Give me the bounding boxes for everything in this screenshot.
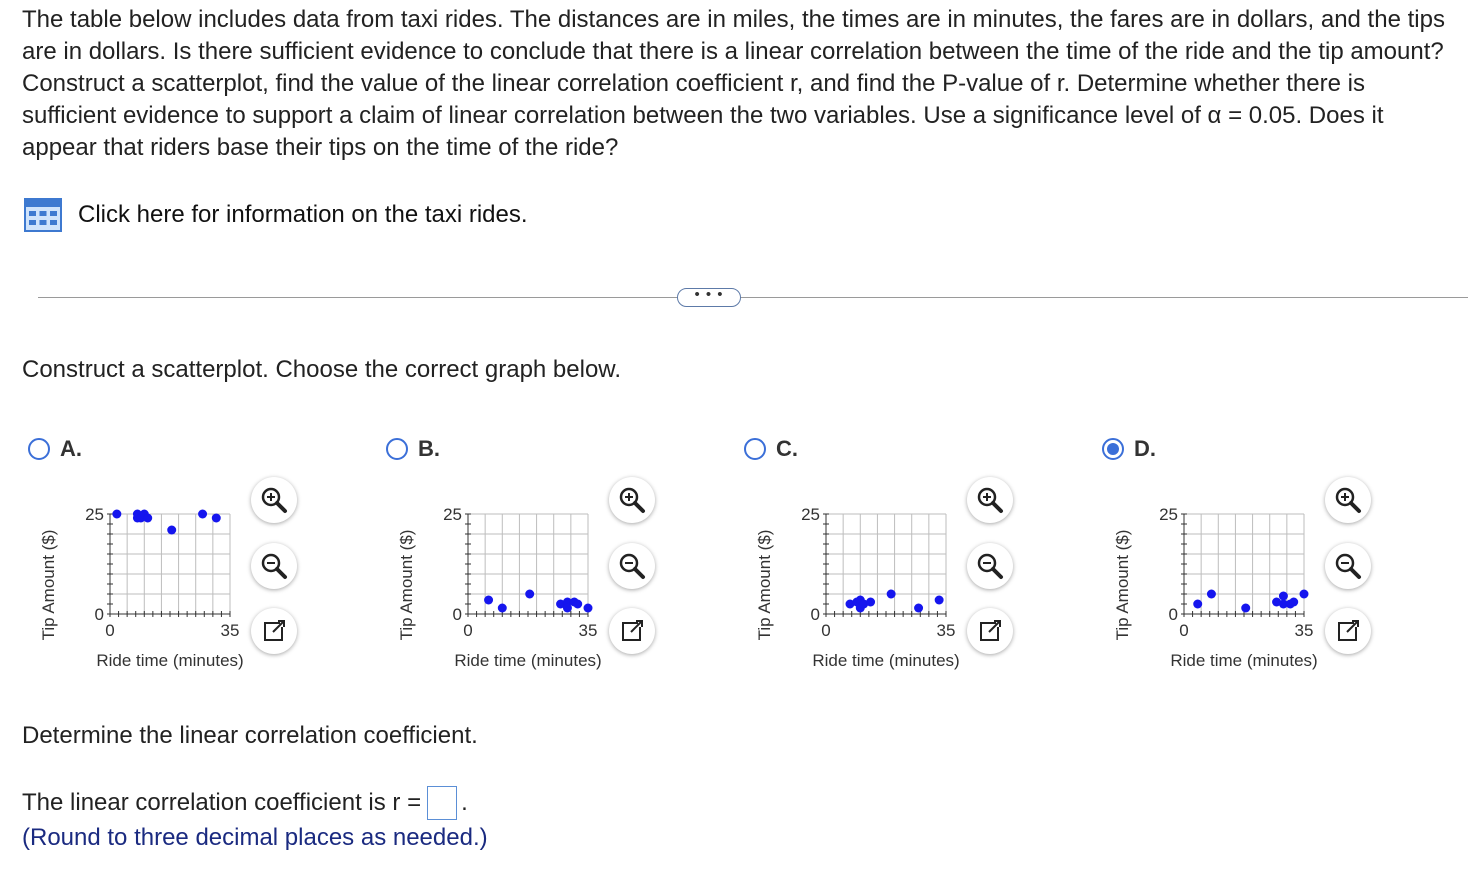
option-letter: D. (1134, 436, 1156, 461)
zoom-in-button[interactable] (609, 477, 655, 523)
table-grid-icon (24, 198, 62, 232)
data-point (498, 604, 507, 613)
data-point (1300, 590, 1309, 599)
popout-button[interactable] (609, 608, 655, 654)
popout-button[interactable] (1325, 608, 1371, 654)
option-b (384, 430, 724, 680)
x-axis-label: Ride time (minutes) (454, 651, 602, 670)
scatterplot-chart (26, 474, 266, 674)
x-axis-label: Ride time (minutes) (96, 651, 244, 670)
y-tick-label: 25 (85, 505, 104, 524)
option-radio[interactable] (744, 438, 766, 460)
option-letter: B. (418, 436, 440, 461)
x-axis-label: Ride time (minutes) (812, 651, 960, 670)
zoom-in-button[interactable] (1325, 477, 1371, 523)
zoom-out-icon (1325, 543, 1371, 589)
zoom-out-button[interactable] (251, 543, 297, 589)
data-point (573, 600, 582, 609)
zoom-out-icon (609, 543, 655, 589)
option-radio[interactable] (1102, 438, 1124, 460)
data-point (525, 590, 534, 599)
y-axis-label: Tip Amount ($) (397, 529, 416, 641)
zoom-in-icon (609, 477, 655, 523)
data-point (1289, 598, 1298, 607)
scatterplot-chart (384, 474, 624, 674)
data-point (914, 604, 923, 613)
option-radio[interactable] (386, 438, 408, 460)
option-radio[interactable] (28, 438, 50, 460)
zoom-in-icon (967, 477, 1013, 523)
popout-icon (251, 608, 297, 654)
y-tick-label: 25 (1159, 505, 1178, 524)
data-point (1207, 590, 1216, 599)
data-point (935, 596, 944, 605)
zoom-out-button[interactable] (1325, 543, 1371, 589)
x-tick-label: 35 (936, 621, 956, 640)
x-tick-label: 0 (463, 621, 473, 640)
y-axis-label: Tip Amount ($) (1113, 529, 1132, 641)
correlation-prefix: The linear correlation coefficient is r = (22, 789, 422, 816)
zoom-in-icon (1325, 477, 1371, 523)
y-tick-label: 0 (1168, 605, 1178, 624)
zoom-in-button[interactable] (251, 477, 297, 523)
data-point (1241, 604, 1250, 613)
popout-button[interactable] (967, 608, 1013, 654)
expand-more-button[interactable]: • • • (677, 288, 741, 307)
popout-button[interactable] (251, 608, 297, 654)
data-point (1279, 592, 1288, 601)
popout-icon (609, 608, 655, 654)
data-point (584, 604, 593, 613)
data-point (887, 590, 896, 599)
zoom-out-icon (251, 543, 297, 589)
y-tick-label: 0 (452, 605, 462, 624)
option-letter: C. (776, 436, 798, 461)
taxi-info-label: Click here for information on the taxi rides. (78, 201, 528, 228)
y-tick-label: 25 (801, 505, 820, 524)
zoom-in-icon (251, 477, 297, 523)
popout-icon (967, 608, 1013, 654)
data-point (198, 510, 207, 519)
rounding-hint: (Round to three decimal places as needed.) (22, 824, 488, 851)
x-axis-label: Ride time (minutes) (1170, 651, 1318, 670)
y-axis-label: Tip Amount ($) (755, 529, 774, 641)
scatterplot-chart (742, 474, 982, 674)
data-point (167, 526, 176, 535)
option-d (1100, 430, 1440, 680)
data-point (212, 514, 221, 523)
zoom-out-icon (967, 543, 1013, 589)
popout-icon (1325, 608, 1371, 654)
zoom-in-button[interactable] (967, 477, 1013, 523)
data-point (1193, 600, 1202, 609)
data-point (143, 514, 152, 523)
section-divider (38, 297, 1468, 298)
data-point (563, 604, 572, 613)
data-point (866, 598, 875, 607)
taxi-info-link[interactable] (24, 198, 528, 232)
question-text: The table below includes data from taxi rides. The distances are in miles, the times are in minutes, the fares are in dollars, and the tips are in dollars. Is there sufficient evidence to conclude that there is a linear correlation between the time of the ride and the tip amount? Construct a scatterplot, find the value of the linear correlation coefficient r, and find the P-value of r. Determine whether there is sufficient evidence to support a claim of linear correlation between the two variables. Use a significance level of α = 0.05. Does it appear that riders base their tips on the time of the ride? (22, 6, 1445, 161)
x-tick-label: 0 (1179, 621, 1189, 640)
x-tick-label: 35 (220, 621, 240, 640)
scatterplot-prompt: Construct a scatterplot. Choose the correct graph below. (22, 356, 621, 383)
option-c (742, 430, 1082, 680)
y-tick-label: 0 (810, 605, 820, 624)
x-tick-label: 35 (578, 621, 598, 640)
option-letter: A. (60, 436, 82, 461)
y-tick-label: 0 (94, 605, 104, 624)
scatterplot-chart (1100, 474, 1340, 674)
correlation-suffix: . (461, 789, 468, 816)
correlation-title: Determine the linear correlation coefficient. (22, 722, 478, 749)
x-tick-label: 0 (821, 621, 831, 640)
y-axis-label: Tip Amount ($) (39, 529, 58, 641)
zoom-out-button[interactable] (609, 543, 655, 589)
data-point (484, 596, 493, 605)
correlation-answer-input[interactable] (427, 786, 457, 820)
x-tick-label: 35 (1294, 621, 1314, 640)
data-point (112, 510, 121, 519)
correlation-answer-line (22, 786, 468, 820)
y-tick-label: 25 (443, 505, 462, 524)
zoom-out-button[interactable] (967, 543, 1013, 589)
x-tick-label: 0 (105, 621, 115, 640)
option-a (26, 430, 366, 680)
